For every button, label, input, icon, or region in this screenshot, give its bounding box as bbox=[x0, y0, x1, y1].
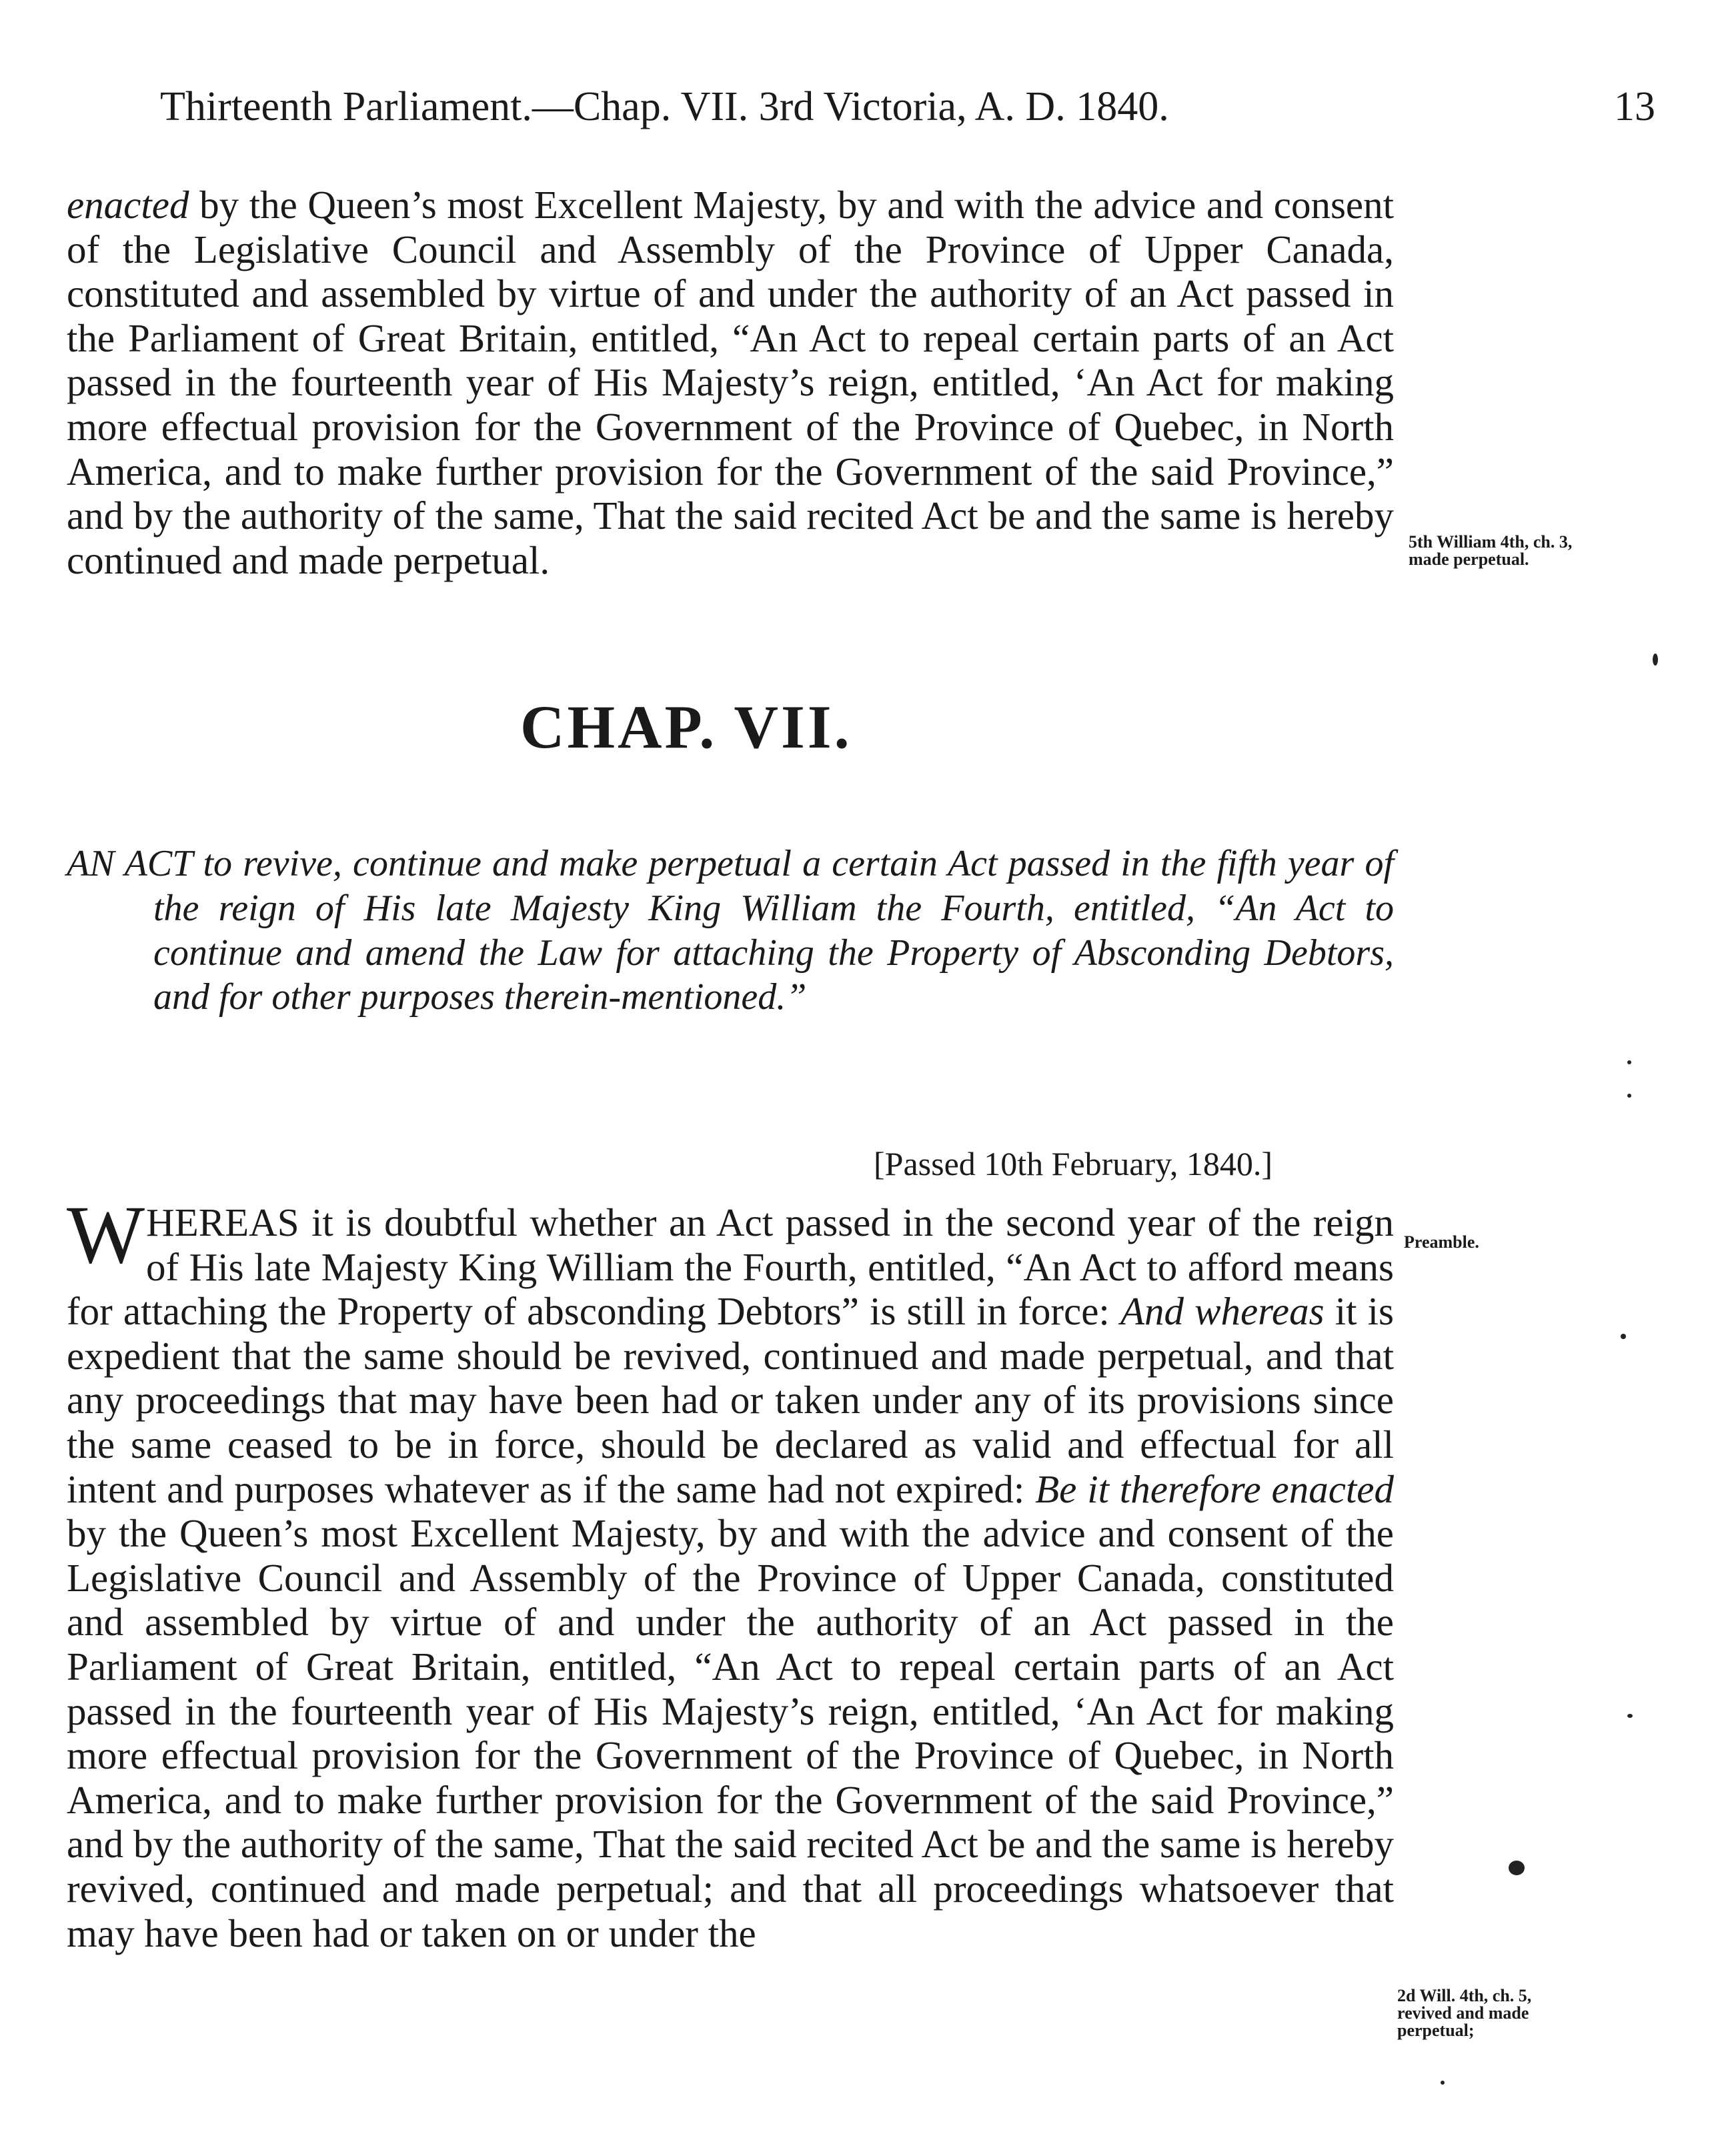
paragraph-text: it is expedient that the same should be revived, continued and made perpetual, and that any proceedings that may have been had or taken under any of its provisions since the same ceased to be in force, should be declared as valid and effectual for all intent and purposes whatever as if the same had not expired: bbox=[67, 1289, 1394, 1511]
passed-date: [Passed 10th February, 1840.] bbox=[874, 1145, 1273, 1182]
marginal-note-preamble: Preamble. bbox=[1404, 1232, 1479, 1252]
italic-be-it-therefore-enacted: Be it therefore enacted bbox=[1035, 1466, 1394, 1511]
marginal-note-line: 5th William 4th, ch. 3, bbox=[1409, 532, 1573, 552]
page-number: 13 bbox=[1614, 84, 1655, 129]
paragraph-text: by the Queen’s most Excellent Majesty, by and with the advice and consent of the Legislative Council and Assembly of the Province of Upper Canada, constituted and assembled by virtue of and under the authority of an Act passed in the Parliament of Great Britain, entitled, “An Act to repeal certain parts of an Act passed in the fourteenth year of His Majesty’s reign, entitled, ‘An Act for making more effectual provision for the Government of the Province of Quebec, in North America, and to make further provision for the Government of the said Province,” and by the authority of the same, That the said recited Act be and the same is hereby continued and made perpetual. bbox=[67, 183, 1394, 582]
paragraph-preamble bbox=[67, 1189, 1394, 1955]
scan-speck bbox=[1653, 654, 1658, 666]
paragraph-continued-enactment bbox=[67, 183, 1394, 582]
paragraph-text: by the Queen’s most Excellent Majesty, by and with the advice and consent of the Legislative Council and Assembly of the Province of Upper Canada, constituted and assembled by virtue of and under the authority of an Act passed in the Parliament of Great Britain, entitled, “An Act to repeal certain parts of an Act passed in the fourteenth year of His Majesty’s reign, entitled, ‘An Act for making more effectual provision for the Government of the Province of Quebec, in North America, and to make further provision for the Government of the said Province,” and by the authority of the same, That the said recited Act be and the same is hereby revived, continued and made perpetual; and that all proceedings whatsoever that may have been had or taken on or under the bbox=[67, 1511, 1394, 1955]
scan-speck bbox=[1627, 1094, 1631, 1098]
italic-and-whereas: And whereas bbox=[1120, 1289, 1325, 1334]
act-title-text: to revive, continue and make perpetual a certain Act passed in the fifth year of the reign of His late Majesty King William the Fourth, entitled, “An Act to continue and amend the Law for attaching the Property of Absconding Debtors, and for other purposes therein-mentioned.” bbox=[153, 843, 1395, 1018]
marginal-note-line: made perpetual. bbox=[1409, 550, 1529, 569]
act-title-lead: AN ACT bbox=[67, 843, 193, 884]
scan-speck bbox=[1621, 1334, 1626, 1339]
running-head: Thirteenth Parliament.—Chap. VII. 3rd Victoria, A. D. 1840. bbox=[160, 84, 1169, 129]
drop-cap: W bbox=[67, 1189, 145, 1280]
act-title bbox=[67, 842, 1394, 1020]
marginal-note-2d-will bbox=[1397, 1987, 1531, 2039]
marginal-note-line: perpetual; bbox=[1397, 2021, 1475, 2040]
scan-speck bbox=[1627, 1714, 1633, 1718]
scan-speck bbox=[1627, 1060, 1631, 1064]
marginal-note-line: revived and made bbox=[1397, 2003, 1529, 2023]
paragraph-text: HEREAS it is doubtful whether an Act passed in the second year of the reign of His late Majesty King William the Fourth, entitled, “An Act to afford means for attaching the Property of absconding Debtors” is still in force: bbox=[67, 1200, 1394, 1334]
italic-enacted: enacted bbox=[67, 183, 189, 227]
marginal-note-line: 2d Will. 4th, ch. 5, bbox=[1397, 1986, 1532, 2005]
chapter-heading: CHAP. VII. bbox=[520, 693, 852, 761]
marginal-note-5th-william bbox=[1409, 533, 1572, 568]
scan-speck bbox=[1441, 2081, 1445, 2085]
scan-speck bbox=[1509, 1861, 1525, 1875]
